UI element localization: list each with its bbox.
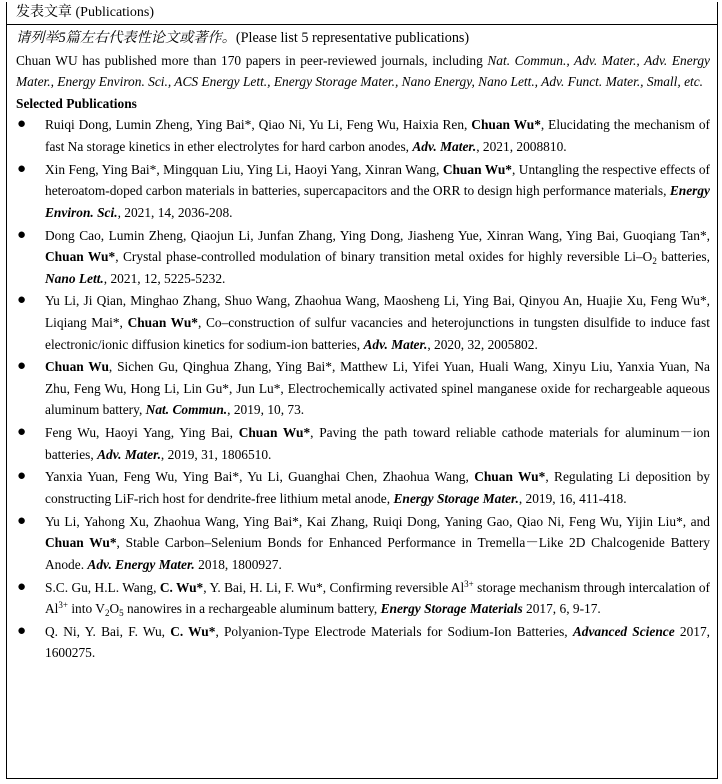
pub-superscript: 3+: [464, 578, 474, 589]
pub-title: , Electrochemically activated spinel manganese oxide for rechargeable aqueous aluminum battery,: [45, 380, 710, 418]
bullet-icon: ●: [17, 292, 27, 309]
publication-item: [16, 159, 710, 224]
pub-authors: Q. Ni, Y. Bai, F. Wu,: [45, 623, 171, 639]
instruction-cn: 请列举5篇左右代表性论文或著作。: [16, 30, 236, 46]
section-title: 发表文章 (Publications): [7, 2, 717, 25]
pub-corresponding-author: Chuan Wu*: [474, 469, 546, 485]
pub-title: , Confirming reversible Al: [322, 579, 465, 595]
instruction-line: [16, 28, 710, 50]
pub-corresponding-author: Chuan Wu*: [45, 249, 116, 265]
pub-authors: Yu Li, Ji Qian, Minghao Zhang, Shuo Wang, Zhaohua Wang, Maosheng Li, Ying Bai, Qinyou An, Huajie Xu, Feng Wu*, Liqiang Mai*,: [45, 293, 710, 330]
pub-title-cont: storage mechanism through intercalation of Al: [45, 579, 710, 617]
pub-title-cont: nanowires in a rechargeable aluminum battery,: [123, 601, 381, 617]
pub-ref: 2017, 1600275.: [45, 623, 710, 661]
pub-subscript: 2: [104, 608, 110, 619]
pub-ref: 2017, 6, 9-17.: [522, 601, 601, 617]
bullet-icon: ●: [17, 578, 27, 595]
pub-superscript: 3+: [58, 600, 68, 611]
publication-item: [16, 422, 710, 465]
summary-journals: Nat. Commun., Adv. Mater., Adv. Energy Mater., Energy Environ. Sci., ACS Energy Lett., Energy Storage Mater., Nano Energy, Nano Lett., Adv. Funct. Mater., Small, etc.: [16, 52, 710, 90]
pub-corresponding-author: C. Wu*: [170, 623, 216, 639]
publication-item: [16, 621, 710, 664]
table-cell-content: [7, 25, 717, 664]
pub-authors: S.C. Gu, H.L. Wang,: [45, 579, 160, 595]
pub-authors: Feng Wu, Haoyi Yang, Ying Bai,: [45, 425, 239, 441]
pub-journal: Energy Storage Materials: [380, 601, 523, 617]
pub-corresponding-author: Chuan Wu*: [127, 315, 198, 330]
publication-item: [16, 290, 710, 355]
pub-title: , Untangling the respective effects of heteroatom-doped carbon materials in batteries, supercapacitors and the ORR to design high performance materials,: [45, 161, 711, 199]
bullet-icon: ●: [17, 226, 27, 243]
bullet-icon: ●: [17, 358, 27, 375]
selected-publications-heading: Selected Publications: [16, 95, 137, 111]
pub-title: , Paving the path toward reliable cathode materials for aluminum－ion batteries,: [45, 425, 711, 462]
bullet-icon: ●: [17, 468, 27, 485]
bullet-icon: ●: [17, 424, 27, 441]
pub-title: , Polyanion-Type Electrode Materials for Sodium-Ion Batteries,: [215, 623, 573, 639]
pub-ref: , 2019, 10, 73.: [227, 402, 305, 418]
pub-journal: Adv. Mater.: [412, 138, 477, 154]
pub-corresponding-author: Chuan Wu*: [471, 117, 541, 133]
pub-journal: Adv. Mater.: [363, 336, 428, 352]
pub-authors-cont: , Y. Bai, H. Li, F. Wu*: [203, 579, 323, 595]
pub-corresponding-author: C. Wu*: [159, 579, 204, 595]
pub-title: , Stable Carbon–Selenium Bonds for Enhanced Performance in Tremella－Like 2D Chalcogenide Battery Anode.: [45, 535, 710, 572]
pub-ref: , 2020, 32, 2005802.: [427, 336, 538, 352]
bullet-icon: ●: [17, 116, 27, 133]
pub-ref: , 2019, 31, 1806510.: [160, 446, 272, 462]
pub-authors: Yu Li, Yahong Xu, Zhaohua Wang, Ying Bai*, Kai Zhang, Ruiqi Dong, Yaning Gao, Qiao Ni, Feng Wu, Yijin Liu*, and: [45, 513, 710, 529]
bullet-icon: ●: [17, 622, 27, 639]
pub-journal: Adv. Energy Mater.: [87, 556, 195, 572]
publication-item: [16, 511, 710, 576]
pub-title: , Regulating Li deposition by constructing LiF-rich host for dendrite-free lithium metal anode,: [45, 469, 711, 507]
summary-text: Chuan WU has published more than 170 papers in peer-reviewed journals, including: [16, 52, 488, 68]
bullet-icon: ●: [17, 512, 27, 529]
pub-journal: Adv. Mater.: [97, 446, 161, 462]
pub-title: , Crystal phase-controlled modulation of binary transition metal oxides for highly reversible Li–O: [115, 249, 653, 265]
pub-corresponding-author: Chuan Wu: [45, 359, 109, 375]
pub-corresponding-author: Chuan Wu*: [238, 425, 311, 441]
publication-item: [16, 577, 710, 620]
publication-item: [16, 356, 710, 421]
pub-ref: 2018, 1800927.: [194, 556, 282, 572]
pub-ref: , 2021, 14, 2036-208.: [117, 204, 233, 220]
publication-list: [16, 114, 710, 664]
pub-title-cont: O: [109, 601, 120, 617]
pub-ref: , 2019, 16, 411-418.: [518, 491, 627, 507]
pub-journal: Energy Storage Mater.: [393, 491, 519, 507]
bullet-icon: ●: [17, 160, 27, 177]
pub-title: , Elucidating the mechanism of fast Na storage kinetics in ether electrolytes for hard carbon anodes,: [45, 117, 711, 154]
publications-table: [6, 2, 718, 779]
pub-authors: Xin Feng, Ying Bai*, Mingquan Liu, Ying Li, Haoyi Yang, Xinran Wang,: [45, 161, 443, 177]
pub-journal: Advanced Science: [572, 623, 675, 639]
pub-ref: , 2021, 12, 5225-5232.: [103, 270, 226, 286]
summary-paragraph: [16, 50, 710, 93]
publication-item: [16, 466, 710, 509]
pub-journal: Nat. Commun.: [145, 402, 228, 418]
pub-title-cont: batteries,: [656, 249, 710, 265]
pub-subscript: 5: [119, 608, 124, 619]
pub-title-cont: into V: [67, 601, 105, 617]
pub-ref: , 2021, 2008810.: [476, 138, 567, 154]
publication-item: [16, 225, 710, 290]
pub-corresponding-author: Chuan Wu*: [442, 161, 513, 177]
instruction-en: (Please list 5 representative publications): [235, 30, 470, 46]
pub-journal: Energy Environ. Sci.: [45, 183, 710, 220]
publication-item: [16, 114, 710, 157]
pub-corresponding-author: Chuan Wu*: [45, 535, 117, 551]
pub-authors: Dong Cao, Lumin Zheng, Qiaojun Li, Junfan Zhang, Ying Dong, Jiasheng Yue, Xinran Wang, Ying Bai, Guoqiang Tan*,: [45, 227, 710, 243]
pub-authors: Yanxia Yuan, Feng Wu, Ying Bai*, Yu Li, Guanghai Chen, Zhaohua Wang,: [45, 469, 475, 485]
pub-subscript: 2: [652, 256, 657, 267]
pub-authors: Ruiqi Dong, Lumin Zheng, Ying Bai*, Qiao Ni, Yu Li, Feng Wu, Haixia Ren,: [45, 117, 472, 133]
pub-title: , Co–construction of sulfur vacancies and heterojunctions in tungsten disulfide to induce fast electronic/ionic diffusion kinetics for sodium-ion batteries,: [45, 315, 710, 352]
pub-authors: , Sichen Gu, Qinghua Zhang, Ying Bai*, Matthew Li, Yifei Yuan, Huali Wang, Xinyu Liu, Yanxia Yuan, Na Zhu, Feng Wu, Hong Li, Lin Gu*, Jun Lu*: [45, 359, 710, 396]
pub-journal: Nano Lett.: [45, 270, 104, 286]
